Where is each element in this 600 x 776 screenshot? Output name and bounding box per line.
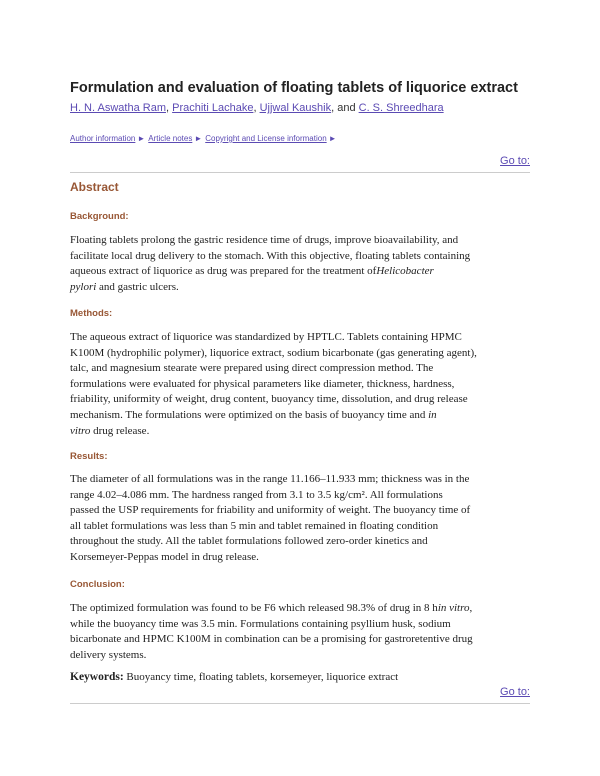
methods-heading: Methods:	[70, 308, 113, 319]
keywords-list: Buoyancy time, floating tablets, korsemeyer, liquorice extract	[126, 671, 399, 683]
methods-text: The aqueous extract of liquorice was standardized by HPTLC. Tablets containing HPMC K100M (hydrophilic polymer), liquorice extract, sodium bicarbonate (gas generating agent), talc, and magnesium stearate were prepared using direct compression method. The formulations were evaluated for physical parameters like diameter, thickness, hardness, friability, uniformity of weight, drug content, buoyancy time, dissolution, and drug release mechanism. The formulations were optimized on the basis of buoyancy time and in vitro drug release.	[70, 331, 477, 437]
goto-link[interactable]: Go to:	[500, 686, 530, 698]
author-list: H. N. Aswatha Ram, Prachiti Lachake, Ujjwal Kaushik, and C. S. Shreedhara	[70, 102, 444, 114]
expand-arrow-icon[interactable]: ►	[328, 134, 337, 143]
conclusion-heading: Conclusion:	[70, 579, 125, 590]
author-link-3[interactable]: Ujjwal Kaushik	[259, 102, 332, 114]
conclusion-text: The optimized formulation was found to be F6 which released 98.3% of drug in 8 hin vitro, while the buoyancy time was 3.5 min. Formulations containing psyllium husk, sodium bicarbonate and HPMC K100M in combination can be a promising for gastroretentive drug delivery systems.	[70, 602, 473, 661]
article-notes-link[interactable]: Article notes	[148, 134, 193, 143]
section-divider	[70, 172, 530, 173]
author-link-2[interactable]: Prachiti Lachake	[172, 102, 254, 114]
keywords-line	[70, 671, 398, 683]
copyright-license-link[interactable]: Copyright and License information	[205, 134, 327, 143]
expand-arrow-icon[interactable]: ►	[137, 134, 146, 143]
section-divider	[70, 703, 530, 704]
abstract-heading: Abstract	[70, 180, 119, 194]
results-heading: Results:	[70, 451, 108, 462]
results-text: The diameter of all formulations was in the range 11.166–11.933 mm; thickness was in the range 4.02–4.086 mm. The hardness ranged from 3.1 to 3.5 kg/cm². All formulations passed the USP requirements for friability and uniformity of weight. The buoyancy time of all tablet formulations was less than 5 min and tablet remained in floating condition throughout the study. All the tablet formulations followed zero-order kinetics and Korsemeyer-Peppas model in drug release.	[70, 473, 471, 563]
goto-link[interactable]: Go to:	[500, 155, 530, 167]
author-information-link[interactable]: Author information	[70, 134, 136, 143]
article-title: Formulation and evaluation of floating tablets of liquorice extract	[70, 80, 518, 96]
author-link-4[interactable]: C. S. Shreedhara	[358, 102, 444, 114]
author-link-1[interactable]: H. N. Aswatha Ram	[70, 102, 166, 114]
background-heading: Background:	[70, 211, 129, 222]
keywords-label: Keywords:	[70, 671, 124, 683]
article-meta-links	[70, 134, 340, 143]
expand-arrow-icon[interactable]: ►	[194, 134, 203, 143]
background-text: Floating tablets prolong the gastric residence time of drugs, improve bioavailability, and facilitate local drug delivery to the stomach. With this objective, floating tablets containing aqueous extract of liquorice as drug was prepared for the treatment ofHelicobacter pylori and gastric ulcers.	[70, 234, 471, 293]
